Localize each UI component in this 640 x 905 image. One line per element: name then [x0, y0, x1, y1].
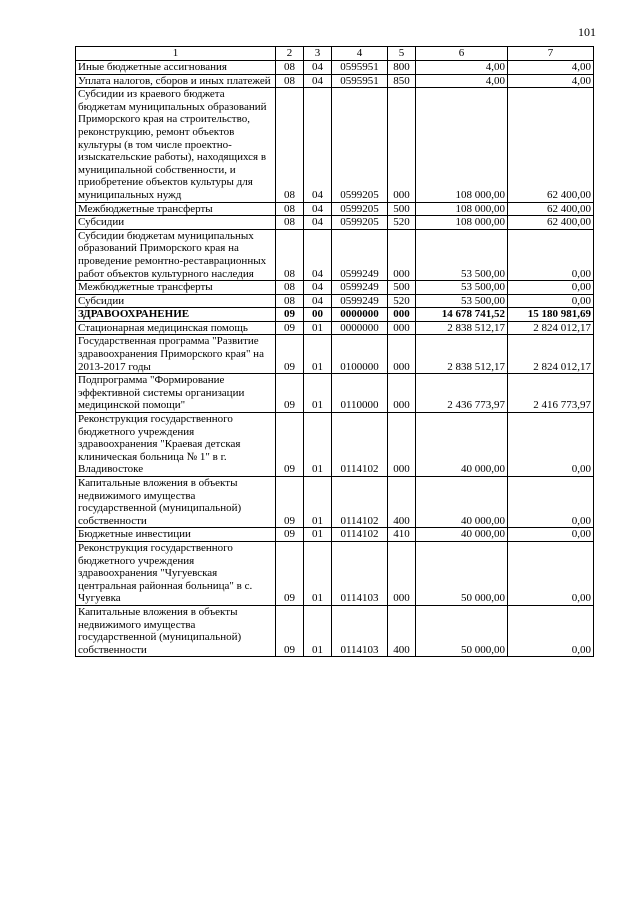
header-row: [76, 47, 594, 61]
row-subsection: 04: [304, 216, 332, 230]
table-row: [76, 281, 594, 295]
row-target-code: 0100000: [332, 335, 388, 374]
row-name: Межбюджетные трансферты: [76, 202, 276, 216]
row-target-code: 0114103: [332, 605, 388, 656]
row-expense-type: 520: [388, 216, 416, 230]
row-section: 09: [276, 541, 304, 605]
table-row: [76, 374, 594, 413]
row-target-code: 0114103: [332, 541, 388, 605]
row-amount-1: 14 678 741,52: [416, 308, 508, 322]
row-section: 09: [276, 605, 304, 656]
row-subsection: 04: [304, 61, 332, 75]
column-header: 4: [332, 47, 388, 61]
row-section: 09: [276, 374, 304, 413]
table-row: [76, 61, 594, 75]
row-name: Реконструкция государственного бюджетного учреждения здравоохранения "Краевая детская клиническая больница № 1" в г. Владивостоке: [76, 413, 276, 477]
row-subsection: 01: [304, 541, 332, 605]
row-amount-1: 2 436 773,97: [416, 374, 508, 413]
row-amount-2: 62 400,00: [508, 202, 594, 216]
row-expense-type: 400: [388, 605, 416, 656]
table-row: [76, 88, 594, 202]
row-subsection: 01: [304, 374, 332, 413]
row-amount-2: 0,00: [508, 605, 594, 656]
row-amount-2: 0,00: [508, 281, 594, 295]
row-amount-1: 108 000,00: [416, 216, 508, 230]
table-row: [76, 216, 594, 230]
row-amount-1: 4,00: [416, 61, 508, 75]
row-section: 08: [276, 61, 304, 75]
row-amount-2: 4,00: [508, 74, 594, 88]
column-header: 1: [76, 47, 276, 61]
row-subsection: 04: [304, 202, 332, 216]
row-amount-2: 0,00: [508, 477, 594, 528]
row-expense-type: 850: [388, 74, 416, 88]
row-section: 08: [276, 88, 304, 202]
row-target-code: 0599249: [332, 229, 388, 280]
row-amount-1: 53 500,00: [416, 294, 508, 308]
column-header: 2: [276, 47, 304, 61]
row-amount-1: 40 000,00: [416, 413, 508, 477]
row-name: Субсидии: [76, 294, 276, 308]
row-name: Субсидии: [76, 216, 276, 230]
column-header: 3: [304, 47, 332, 61]
row-amount-1: 50 000,00: [416, 605, 508, 656]
page-number: 101: [578, 25, 596, 39]
row-target-code: 0599205: [332, 202, 388, 216]
row-section: 09: [276, 528, 304, 542]
row-target-code: 0599249: [332, 281, 388, 295]
row-expense-type: 000: [388, 321, 416, 335]
row-target-code: 0114102: [332, 528, 388, 542]
row-name: Субсидии бюджетам муниципальных образований Приморского края на проведение ремонтно-реставрационных работ объектов культурного наследия: [76, 229, 276, 280]
row-amount-2: 2 824 012,17: [508, 321, 594, 335]
row-subsection: 04: [304, 74, 332, 88]
row-subsection: 04: [304, 294, 332, 308]
row-expense-type: 000: [388, 308, 416, 322]
table-row: [76, 477, 594, 528]
row-expense-type: 800: [388, 61, 416, 75]
row-expense-type: 000: [388, 88, 416, 202]
row-amount-1: 40 000,00: [416, 477, 508, 528]
row-target-code: 0114102: [332, 413, 388, 477]
table-row: [76, 74, 594, 88]
row-amount-2: 15 180 981,69: [508, 308, 594, 322]
row-expense-type: 000: [388, 413, 416, 477]
row-section: 08: [276, 229, 304, 280]
row-name: Субсидии из краевого бюджета бюджетам муниципальных образований Приморского края на строительство, реконструкцию, ремонт объектов культуры (в том числе проектно-изыскательские работы), находящихся в муниципальной собственности, и приобретение объектов культуры для муниципальных нужд: [76, 88, 276, 202]
row-amount-2: 62 400,00: [508, 216, 594, 230]
row-section: 08: [276, 216, 304, 230]
row-subsection: 00: [304, 308, 332, 322]
row-amount-2: 0,00: [508, 413, 594, 477]
table-row: [76, 413, 594, 477]
row-section: 08: [276, 281, 304, 295]
row-expense-type: 410: [388, 528, 416, 542]
row-amount-1: 2 838 512,17: [416, 321, 508, 335]
row-expense-type: 000: [388, 541, 416, 605]
row-section: 09: [276, 477, 304, 528]
row-name: Реконструкция государственного бюджетного учреждения здравоохранения "Чугуевская центральная районная больница" в с. Чугуевка: [76, 541, 276, 605]
row-amount-2: 2 824 012,17: [508, 335, 594, 374]
row-name: Иные бюджетные ассигнования: [76, 61, 276, 75]
column-header: 7: [508, 47, 594, 61]
row-amount-1: 50 000,00: [416, 541, 508, 605]
row-amount-1: 108 000,00: [416, 88, 508, 202]
row-amount-2: 62 400,00: [508, 88, 594, 202]
row-target-code: 0114102: [332, 477, 388, 528]
row-target-code: 0595951: [332, 61, 388, 75]
row-name: Капитальные вложения в объекты недвижимого имущества государственной (муниципальной) собственности: [76, 605, 276, 656]
row-subsection: 01: [304, 413, 332, 477]
row-amount-1: 108 000,00: [416, 202, 508, 216]
row-expense-type: 000: [388, 374, 416, 413]
row-target-code: 0599205: [332, 88, 388, 202]
row-name: Государственная программа "Развитие здравоохранения Приморского края" на 2013-2017 годы: [76, 335, 276, 374]
row-name: ЗДРАВООХРАНЕНИЕ: [76, 308, 276, 322]
row-target-code: 0000000: [332, 321, 388, 335]
row-name: Межбюджетные трансферты: [76, 281, 276, 295]
table-row: [76, 229, 594, 280]
table-row: [76, 335, 594, 374]
row-amount-1: 2 838 512,17: [416, 335, 508, 374]
row-amount-2: 4,00: [508, 61, 594, 75]
row-expense-type: 500: [388, 202, 416, 216]
row-target-code: 0599249: [332, 294, 388, 308]
table-row: [76, 541, 594, 605]
row-name: Капитальные вложения в объекты недвижимого имущества государственной (муниципальной) собственности: [76, 477, 276, 528]
budget-table: [75, 46, 594, 657]
row-amount-2: 0,00: [508, 541, 594, 605]
row-section: 09: [276, 335, 304, 374]
row-amount-1: 53 500,00: [416, 281, 508, 295]
row-subsection: 04: [304, 281, 332, 295]
row-name: Подпрограмма "Формирование эффективной системы организации медицинской помощи": [76, 374, 276, 413]
row-section: 09: [276, 321, 304, 335]
row-subsection: 04: [304, 229, 332, 280]
row-target-code: 0000000: [332, 308, 388, 322]
table-row: [76, 605, 594, 656]
row-amount-2: 0,00: [508, 294, 594, 308]
table-row: [76, 202, 594, 216]
table-header: [76, 47, 594, 61]
row-section: 09: [276, 413, 304, 477]
row-amount-1: 4,00: [416, 74, 508, 88]
row-subsection: 04: [304, 88, 332, 202]
row-amount-2: 2 416 773,97: [508, 374, 594, 413]
table-body: [76, 61, 594, 657]
row-subsection: 01: [304, 605, 332, 656]
row-name: Уплата налогов, сборов и иных платежей: [76, 74, 276, 88]
column-header: 6: [416, 47, 508, 61]
row-expense-type: 000: [388, 335, 416, 374]
row-amount-2: 0,00: [508, 528, 594, 542]
row-target-code: 0599205: [332, 216, 388, 230]
row-subsection: 01: [304, 335, 332, 374]
row-expense-type: 000: [388, 229, 416, 280]
row-target-code: 0595951: [332, 74, 388, 88]
row-section: 08: [276, 294, 304, 308]
row-expense-type: 520: [388, 294, 416, 308]
column-header: 5: [388, 47, 416, 61]
row-section: 08: [276, 74, 304, 88]
row-expense-type: 500: [388, 281, 416, 295]
row-section: 09: [276, 308, 304, 322]
row-amount-1: 53 500,00: [416, 229, 508, 280]
table-row: [76, 294, 594, 308]
row-subsection: 01: [304, 477, 332, 528]
row-target-code: 0110000: [332, 374, 388, 413]
row-name: Бюджетные инвестиции: [76, 528, 276, 542]
row-amount-2: 0,00: [508, 229, 594, 280]
row-amount-1: 40 000,00: [416, 528, 508, 542]
table-row: [76, 528, 594, 542]
table-row: [76, 308, 594, 322]
table-row: [76, 321, 594, 335]
row-subsection: 01: [304, 528, 332, 542]
row-subsection: 01: [304, 321, 332, 335]
row-section: 08: [276, 202, 304, 216]
row-name: Стационарная медицинская помощь: [76, 321, 276, 335]
row-expense-type: 400: [388, 477, 416, 528]
